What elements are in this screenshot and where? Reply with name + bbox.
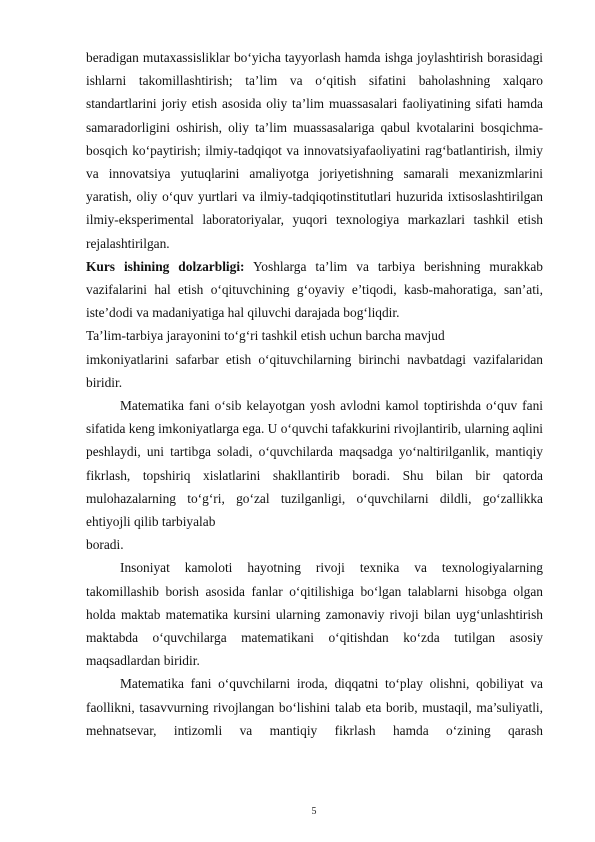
paragraph-math-subject-end: boradi. [86,537,124,553]
paragraph-reforms: beradigan mutaxassisliklar bo‘yicha tayyorlash hamda ishga joylashtirish borasidagi ishlarni takomillashtirish; ta’lim va o‘qitish sifatini baholashning xalqaro standartlarini joriy etish asosida oliy ta’lim muassasalari faoliyatining sifati hamda samaradorligini oshirish, oliy ta’lim muassasalariga qabul kvotalarini bosqichma-bosqich ko‘paytirish; ilmiy-tadqiqot va innovatsiyafaoliyatini rag‘batlantirish, ilmiy va innovatsiya yutuqlarini amaliyotga joriyetishning samarali mexanizmlarini yaratish, oliy o‘quv yurtlari va ilmiy-tadqiqotinstitutlari huzurida ixtisoslashtirilgan ilmiy-eksperimental laboratoriyalar, yuqori texnologiya markazlari tashkil etish rejalashtirilgan. [86,50,543,251]
paragraph-relevance [86,255,543,325]
paragraph-requirements: Matematika fani o‘quvchilarni iroda, diqqatni to‘play olishni, qobiliyat va faollikni, tasavvurning rivojlangan bo‘lishini talab eta borib, mustaqil, ma’suliyatli, mehnatsevar, intizomli va mantiqiy fikrlash hamda o‘zining qarash [86,676,543,738]
relevance-text: Yoshlarga ta’lim va tarbiya berishning murakkab vazifalarini hal etish o‘qituvchining g‘oyaviy e’tiqodi, kasb-mahoratiga, san’ati, iste’dodi va madaniyatiga hal qiluvchi darajada bog‘liqdir. [86,258,543,321]
relevance-label: Kurs ishining dolzarbligi: [86,258,245,274]
paragraph-development: Insoniyat kamoloti hayotning rivoji texnika va texnologiyalarning takomillashib borish asosida fanlar o‘qitilishiga bo‘lgan talablarni hisobga olgan holda maktab matematika kursini ularning zamonaviy rivoji bilan uyg‘unlashtirish maktabda o‘quvchilarga matematikani o‘qitishdan ko‘zda tutilgan asosiy maqsadlardan biridir. [86,560,543,669]
page-body [86,46,543,742]
paragraph-process-line: Ta’lim-tarbiya jarayonini to‘g‘ri tashkil etish uchun barcha mavjud [86,328,445,344]
page-number: 5 [311,806,317,817]
paragraph-process-rest: imkoniyatlarini safarbar etish o‘qituvchilarning birinchi navbatdagi vazifalaridan biridir. [86,351,543,390]
paragraph-math-subject: Matematika fani o‘sib kelayotgan yosh avlodni kamol toptirishda o‘quv fani sifatida keng imkoniyatlarga ega. U o‘quvchi tafakkurini rivojlantirib, ularning aqlini peshlaydi, uni tartibga soladi, o‘quvchilarda maqsadga yo‘naltirilganlik, mantiqiy fikrlash, topshiriq xislatlarini shakllantirib boradi. Shu bilan bir qatorda mulohazalarning to‘g‘ri, go‘zal tuzilganligi, o‘quvchilarni dildli, go‘zallikka ehtiyojli qilib tarbiyalab [86,398,543,530]
